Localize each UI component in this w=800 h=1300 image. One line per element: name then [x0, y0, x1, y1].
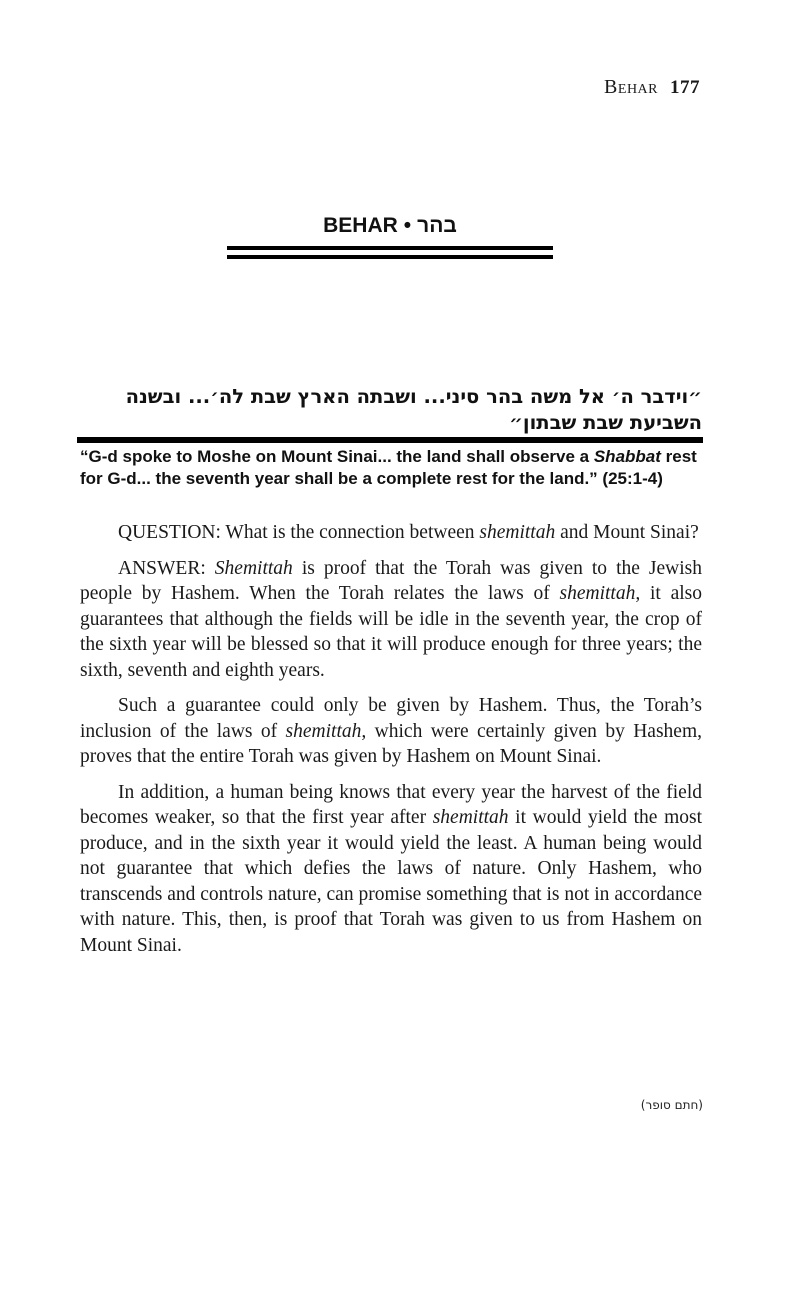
running-head [604, 76, 700, 99]
chapter-title-hebrew: בהר [417, 214, 457, 237]
paragraph [80, 556, 702, 684]
italic-term: Shemittah [214, 557, 293, 579]
verse-divider [77, 437, 703, 443]
text-run: which were certainly given by Hashem, proves that the entire Torah was given by Hashem on Mount Sinai. [80, 720, 702, 767]
text-run: rest for G-d... the seventh year shall be a complete rest for the land.” (25:1-4) [80, 447, 697, 488]
body-text [80, 520, 702, 968]
text-run: is proof that the Torah was given to the Jewish people by Hashem. When the Torah relates the laws of [80, 557, 703, 604]
italic-term: shemittah, [285, 720, 367, 742]
page-number: 177 [670, 77, 700, 98]
source-citation: (חתם סופר) [640, 1098, 703, 1112]
italic-term: shemittah, [559, 583, 641, 604]
text-run: it also guarantees that although the fields will be idle in the seventh year, the crop of the sixth year will be blessed so that it will produce enough for three years; the sixth, seventh and eighth years. [80, 583, 702, 681]
italic-term: shemittah [479, 522, 556, 543]
italic-term: Shabbat [593, 447, 661, 466]
hebrew-verse: ״וידבר ה׳ אל משה בהר סיני... ושבתה הארץ שבת לה׳... ובשנה השביעת שבת שבתון״ [125, 385, 702, 434]
paragraph [80, 780, 702, 959]
chapter-rule-bottom [227, 255, 553, 259]
text-run: “G-d spoke to Moshe on Mount Sinai... the land shall observe a [80, 447, 594, 466]
text-run: and Mount Sinai? [555, 522, 699, 543]
text-run: Such a guarantee could only be given by Hashem. Thus, the Torah’s inclusion of the laws of [80, 695, 702, 742]
chapter-separator: • [403, 214, 412, 237]
paragraph [80, 693, 702, 770]
running-head-title: Behar [604, 76, 658, 98]
italic-term: shemittah [432, 807, 509, 828]
paragraph [80, 520, 702, 546]
chapter-rule-top [227, 246, 553, 250]
verse-translation [80, 446, 710, 490]
text-run: QUESTION: What is the connection between [118, 522, 480, 543]
chapter-title-english: BEHAR [323, 214, 398, 237]
text-run: it would yield the most produce, and in the sixth year it would yield the least. A human being would not guarantee that which defies the laws of nature. Only Hashem, who transcends and controls nature, can promise something that is not in accordance with nature. This, then, is proof that Torah was given to us from Hashem on Mount Sinai. [80, 807, 702, 956]
text-run: ANSWER: [118, 557, 215, 579]
text-run: In addition, a human being knows that every year the harvest of the field becomes weaker, so that the first year after [80, 781, 702, 828]
chapter-heading [227, 214, 553, 238]
